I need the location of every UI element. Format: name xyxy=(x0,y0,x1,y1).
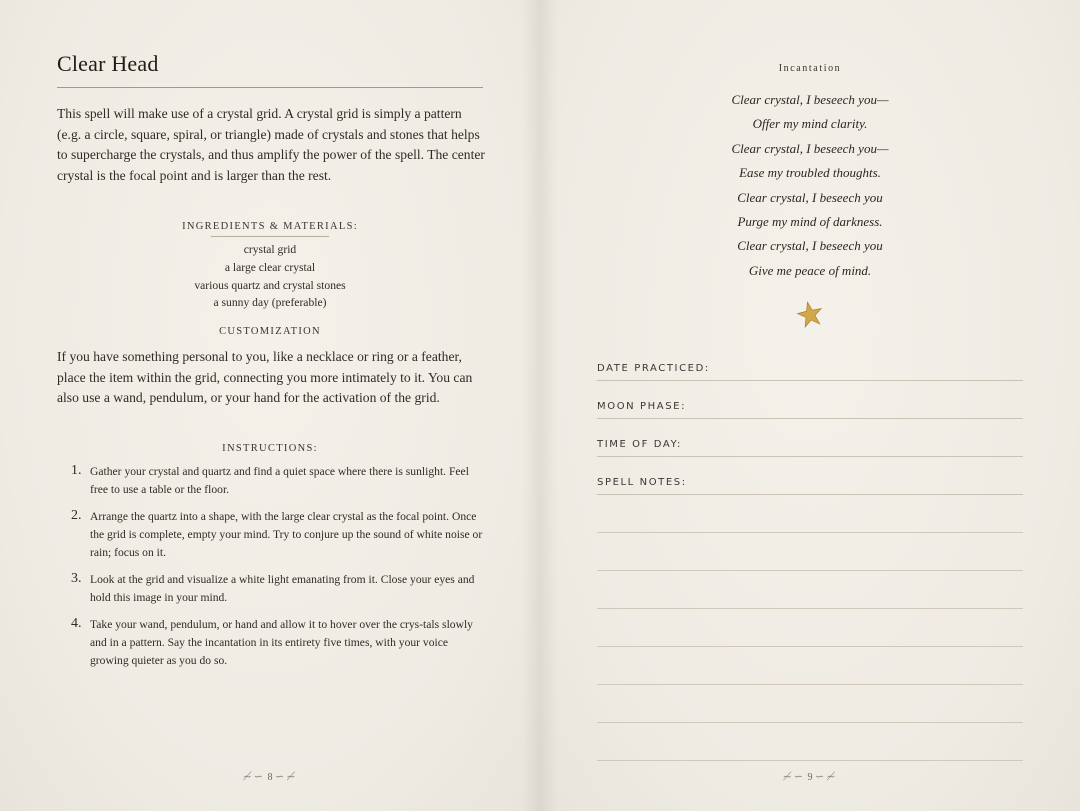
verse-line: Give me peace of mind. xyxy=(748,262,872,278)
notes-line[interactable] xyxy=(597,646,1023,647)
verse-line: Offer my mind clarity. xyxy=(752,116,868,132)
ingredients-heading-text: INGREDIENTS & MATERIALS: xyxy=(182,221,358,232)
spell-notes-label: SPELL NOTES: xyxy=(597,477,687,488)
gutter-shadow xyxy=(522,0,540,811)
page-number-text: 8 xyxy=(267,772,273,783)
list-item: a large clear crystal xyxy=(224,260,316,274)
notes-line[interactable] xyxy=(597,722,1023,723)
flourish-icon: ∽≁ xyxy=(815,771,838,783)
step-number: 4. xyxy=(71,616,82,631)
incantation-heading: Incantation xyxy=(778,63,842,74)
moon-phase-label: MOON PHASE: xyxy=(597,401,687,412)
step-text: Arrange the quartz into a shape, with the large clear crystal as the focal point. Once the grid is complete, empty your mind. Try to conjure up the sound of white noise or rain; focus on it. xyxy=(90,510,483,559)
notes-line[interactable] xyxy=(597,760,1023,761)
customization-paragraph: If you have something personal to you, like a necklace or ring or a feather, place the item within the grid, connecting you more intimately to it. You can also use a wand, pendulum, or your hand for the activation of the grid. xyxy=(57,349,473,405)
date-practiced-label: DATE PRACTICED: xyxy=(597,363,710,374)
incantation-verse xyxy=(690,88,930,283)
ingredients-list xyxy=(130,241,410,312)
intro-paragraph: This spell will make use of a crystal grid. A crystal grid is simply a pattern (e.g. a circle, square, spiral, or triangle) made of crystals and stones that helps to supercharge the crystals, and thus amplify the power of the spell. The center crystal is the focal point and is larger than the rest. xyxy=(57,106,485,183)
step-number: 2. xyxy=(71,508,82,523)
time-of-day-field[interactable] xyxy=(597,439,1023,457)
notes-line[interactable] xyxy=(597,608,1023,609)
list-item: a sunny day (preferable) xyxy=(213,296,327,310)
customization-heading xyxy=(170,326,370,337)
list-item: various quartz and crystal stones xyxy=(194,278,346,292)
step-number: 1. xyxy=(71,463,82,478)
verse-line: Purge my mind of darkness. xyxy=(737,214,883,230)
step-number: 3. xyxy=(71,571,82,586)
page-number-text: 9 xyxy=(807,772,813,783)
customization-heading-text: CUSTOMIZATION xyxy=(219,326,321,337)
flourish-icon: ∽≁ xyxy=(275,771,298,783)
gold-star-icon xyxy=(796,300,824,328)
time-of-day-label: TIME OF DAY: xyxy=(597,439,682,450)
notes-line[interactable] xyxy=(597,532,1023,533)
notes-line[interactable] xyxy=(597,684,1023,685)
spell-notes-field[interactable] xyxy=(597,477,1023,495)
verse-line: Clear crystal, I beseech you xyxy=(737,238,883,254)
ingredients-heading xyxy=(170,221,370,237)
flourish-icon: ≁∽ xyxy=(782,771,805,783)
verse-line: Clear crystal, I beseech you— xyxy=(731,140,889,156)
page-number xyxy=(760,770,860,783)
gutter-shadow xyxy=(540,0,558,811)
spell-title: Clear Head xyxy=(57,51,159,76)
list-item: crystal grid xyxy=(243,243,297,256)
title-divider xyxy=(57,87,483,88)
date-practiced-field[interactable] xyxy=(597,363,1023,381)
verse-line: Ease my troubled thoughts. xyxy=(739,165,881,181)
instructions-heading xyxy=(170,443,370,454)
step-text: Look at the grid and visualize a white light emanating from it. Close your eyes and hold this image in your mind. xyxy=(90,573,475,604)
notes-line[interactable] xyxy=(597,570,1023,571)
moon-phase-field[interactable] xyxy=(597,401,1023,419)
step-text: Gather your crystal and quartz and find a quiet space where there is sunlight. Feel free to use a table or the floor. xyxy=(90,465,469,496)
instructions-heading-text: INSTRUCTIONS: xyxy=(222,443,318,454)
verse-line: Clear crystal, I beseech you xyxy=(737,189,883,205)
step-text: Take your wand, pendulum, or hand and allow it to hover over the crys-tals slowly and in a pattern. Say the incantation in its entirety five times, with your voice growing quieter as you do so. xyxy=(90,618,473,667)
page-number xyxy=(220,770,320,783)
flourish-icon: ≁∽ xyxy=(242,771,265,783)
heading-underline xyxy=(211,236,329,237)
verse-line: Clear crystal, I beseech you— xyxy=(731,92,889,107)
